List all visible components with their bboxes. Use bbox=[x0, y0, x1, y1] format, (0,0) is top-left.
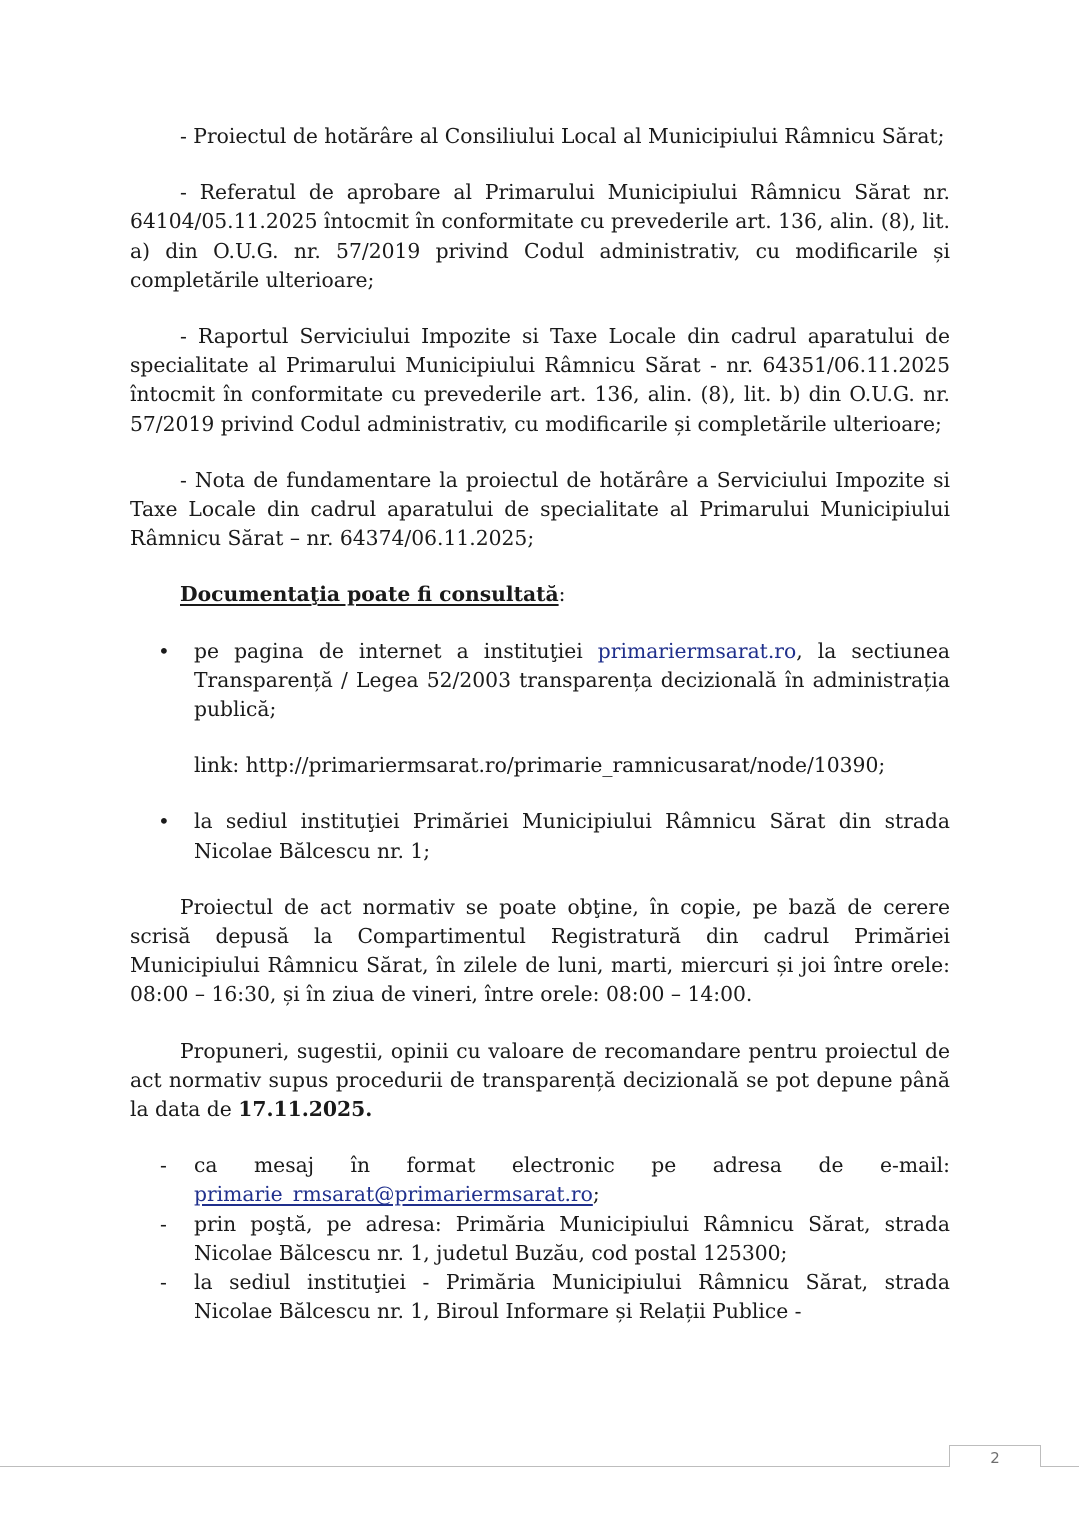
website-item-text-after: , la sectiunea Transparență / Legea 52/2003 transparența decizională în administrația publică; bbox=[194, 638, 950, 722]
proposals-deadline: 17.11.2025. bbox=[238, 1097, 373, 1122]
documentation-locations-list-2 bbox=[130, 807, 950, 865]
website-link[interactable]: primariermsarat.ro bbox=[597, 638, 797, 663]
paragraph-foundation-note: - Nota de fundamentare la proiectul de hotărâre a Serviciului Impozite si Taxe Locale din cadrul aparatului de specialitate al Primarului Municipiului Râmnicu Sărat – nr. 64374/06.11.2025; bbox=[130, 467, 950, 551]
paragraph-proposals bbox=[130, 1037, 950, 1125]
footer-rule bbox=[0, 1466, 1079, 1467]
paragraph-project-decision: - Proiectul de hotărâre al Consiliului Local al Municipiului Râmnicu Sărat; bbox=[180, 124, 945, 148]
documentation-heading-text: Documentaţia poate fi consultată bbox=[180, 582, 559, 607]
paragraph-approval-report: - Referatul de aprobare al Primarului Municipiului Râmnicu Sărat nr. 64104/05.11.2025 întocmit în conformitate cu prevederile art. 136, alin. (8), lit. a) din O.U.G. nr. 57/2019 privind Codul administrativ, cu modificarile și completările ulterioare; bbox=[130, 180, 950, 292]
dash-icon: - bbox=[160, 1153, 167, 1178]
email-link[interactable]: primarie_rmsarat@primariermsarat.ro bbox=[194, 1182, 593, 1207]
list-item-website bbox=[130, 637, 950, 725]
node-link-line: link: http://primariermsarat.ro/primarie_ramnicusarat/node/10390; bbox=[194, 753, 886, 778]
post-item-text: prin poştă, pe adresa: Primăria Municipiului Râmnicu Sărat, strada Nicolae Bălcescu nr. 1, judetul Buzău, cod postal 125300; bbox=[194, 1211, 950, 1265]
submission-methods-list bbox=[130, 1151, 950, 1326]
in-person-item-text: la sediul instituţiei - Primăria Municipiului Râmnicu Sărat, strada Nicolae Bălcescu nr. 1, Biroul Informare și Relații Publice - bbox=[194, 1270, 950, 1324]
document-page bbox=[130, 122, 950, 1327]
dash-icon: - bbox=[160, 1270, 167, 1295]
email-item-after: ; bbox=[592, 1182, 600, 1207]
list-item-email bbox=[130, 1151, 950, 1209]
website-item-text-before: pe pagina de internet a instituţiei bbox=[194, 638, 598, 663]
bullet-icon: • bbox=[158, 809, 170, 834]
paragraph-tax-service-report: - Raportul Serviciului Impozite si Taxe Locale din cadrul aparatului de specialitate al Primarului Municipiului Râmnicu Sărat - nr. 64351/06.11.2025 întocmit în conformitate cu prevederile art. 136, alin. (8), lit. b) din O.U.G. nr. 57/2019 privind Codul administrativ, cu modificarile și completările ulterioare; bbox=[130, 324, 950, 436]
documentation-heading bbox=[130, 580, 950, 609]
list-item-in-person bbox=[130, 1268, 950, 1326]
paragraph-copy-request: Proiectul de act normativ se poate obţine, în copie, pe bază de cerere scrisă depusă la Compartimentul Registratură din cadrul Primăriei Municipiului Râmnicu Sărat, în zilele de luni, marti, miercuri și joi între orele: 08:00 – 16:30, și în ziua de vineri, între orele: 08:00 – 14:00. bbox=[130, 894, 950, 1007]
list-item-headquarters bbox=[130, 807, 950, 865]
list-item-post bbox=[130, 1210, 950, 1268]
dash-icon: - bbox=[160, 1211, 167, 1236]
page-number: 2 bbox=[949, 1445, 1041, 1467]
proposals-text: Propuneri, sugestii, opinii cu valoare de recomandare pentru proiectul de act normativ supus procedurii de transparență decizională se pot depune până la data de bbox=[130, 1038, 950, 1122]
headquarters-item-text: la sediul instituţiei Primăriei Municipiului Râmnicu Sărat din strada Nicolae Bălcescu nr. 1; bbox=[194, 809, 950, 863]
email-item-text: ca mesaj în format electronic pe adresa de e-mail: bbox=[194, 1153, 950, 1178]
documentation-locations-list bbox=[130, 637, 950, 725]
bullet-icon: • bbox=[158, 638, 170, 663]
documentation-heading-colon: : bbox=[558, 582, 566, 607]
